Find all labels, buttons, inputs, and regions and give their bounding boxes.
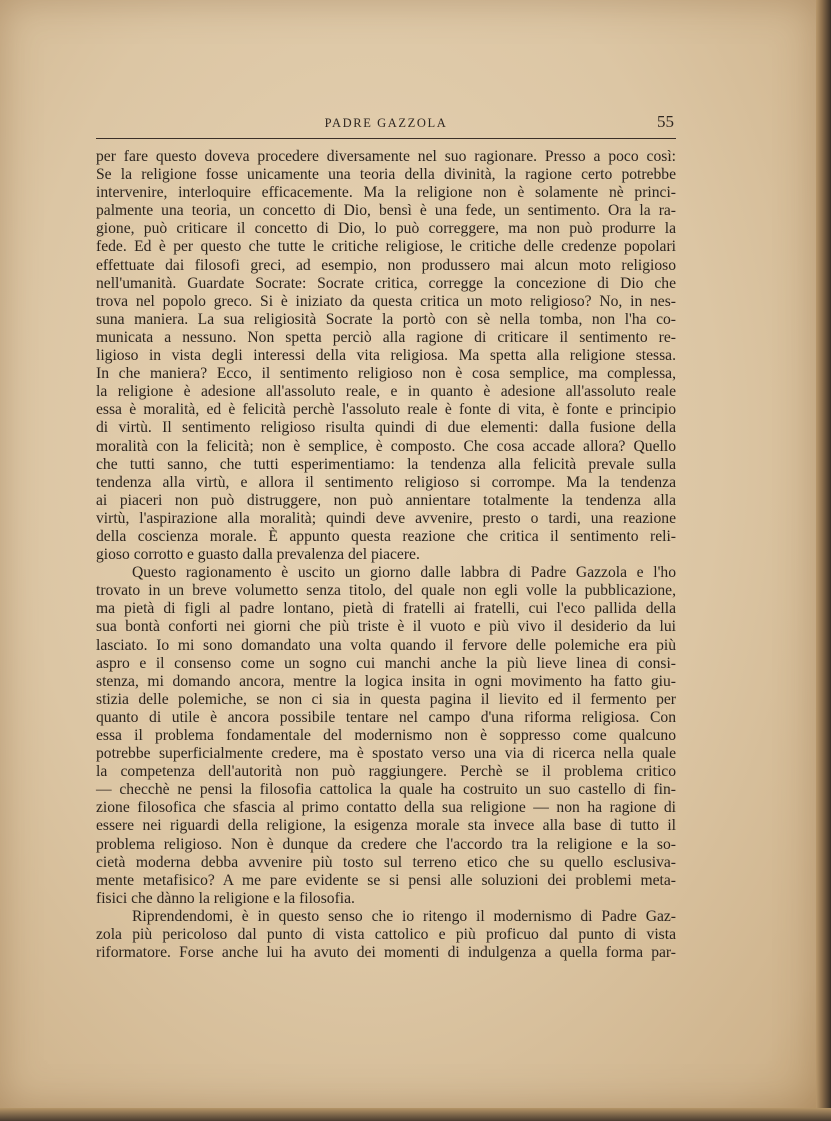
text-line: gioso corrotto e guasto dalla prevalenza del piacere. (96, 546, 420, 564)
text-line: la religione è adesione all'assoluto reale, e in quanto è adesione all'assoluto reale (96, 383, 676, 401)
text-line: virtù, l'aspirazione alla moralità; quindi deve avvenire, presto o tardi, una reazione (96, 509, 676, 527)
page-header (96, 112, 676, 139)
text-line: essa è moralità, ed è felicità perchè l'assoluto reale è fonte di vita, è fonte e principio (96, 401, 676, 419)
body-text (96, 148, 676, 962)
text-line: zola più pericoloso dal punto di vista cattolico e più proficuo dal punto di vista (96, 926, 676, 944)
text-line: ligioso in vista degli interessi della vita religiosa. Ma spetta alla religione stessa. (96, 347, 676, 365)
text-line: aspro e il consenso come un sogno cui manchi anche la più lieve linea di consi- (96, 654, 676, 672)
text-line: essa il problema fondamentale del modernismo non è soppresso come qualcuno (96, 727, 676, 744)
text-line: In che maniera? Ecco, il sentimento religioso non è cosa semplice, ma complessa, (96, 365, 676, 383)
text-line: problema religioso. Non è dunque da credere che l'accordo tra la religione e la so- (96, 835, 676, 853)
text-line: mente metafisico? A me pare evidente se si pensi alle soluzioni dei problemi meta- (96, 871, 676, 889)
text-line: tendenza alla virtù, e allora il sentimento religioso si corrompe. Ma la tendenza (96, 473, 676, 491)
text-line: della coscienza morale. È appunto questa reazione che critica il sentimento reli- (96, 527, 676, 545)
text-line: Se la religione fosse unicamente una teoria della divinità, la ragione certo potrebbe (96, 166, 676, 184)
text-line: sua bontà conforti nei giorni che più triste è il vuoto e più vivo il desiderio da lui (96, 618, 676, 636)
text-line: di virtù. Il sentimento religioso risulta quindi di due elementi: dalla fusione della (96, 419, 676, 437)
text-line: municata a nessuno. Non spetta perciò alla ragione di criticare il sentimento re- (96, 328, 676, 346)
text-line: che tutti sanno, che tutti esperimentiamo: la tendenza alla felicità prevale sulla (96, 455, 676, 473)
text-line: cietà moderna debba avvenire più tosto sul terreno etico che su quello esclusiva- (96, 853, 676, 871)
text-line: trovato in un breve volumetto senza titolo, del quale non egli volle la pubblicazione, (96, 582, 676, 600)
text-line: stizia delle polemiche, se non ci sia in questa pagina il lievito ed il fermento per (96, 690, 676, 708)
text-line: — checchè ne pensi la filosofia cattolica la quale ha costruito un suo castello di fin- (96, 781, 676, 799)
text-line: fisici che dànno la religione e la filosofia. (96, 889, 355, 907)
text-line: zione filosofica che sfascia al primo contatto della sua religione — non ha ragione di (96, 799, 676, 817)
text-line: lasciato. Io mi sono domandato una volta quando il fervore delle polemiche era più (96, 636, 676, 654)
text-line: essere nei riguardi della religione, la esigenza morale sta invece alla base di tutto il (96, 817, 676, 835)
page-bottom-edge (0, 1108, 831, 1121)
text-line: stenza, mi domando ancora, mentre la logica insita in ogni movimento ha fatto giu- (96, 672, 676, 690)
text-line: trova nel popolo greco. Si è iniziato da questa critica un moto religioso? No, in nes- (96, 292, 676, 310)
text-line: ma pietà di figli al padre lontano, pietà di fratelli ai fratelli, cui l'eco pallida della (96, 600, 676, 618)
text-line: la competenza dell'autorità non può raggiungere. Perchè se il problema critico (96, 763, 676, 781)
text-line: effettuate dai filosofi greci, ad esempio, non produssero mai alcun moto religioso (96, 256, 676, 274)
text-line: nell'umanità. Guardate Socrate: Socrate critica, corregge la concezione di Dio che (96, 274, 676, 292)
text-line: gione, può criticare il concetto di Dio, lo può correggere, ma non può produrre la (96, 220, 676, 238)
text-line: intervenire, interloquire efficacemente. Ma la religione non è solamente nè princi- (96, 184, 676, 202)
text-line: moralità con la felicità; non è semplice, è composto. Che cosa accade allora? Quello (96, 437, 676, 455)
text-line: Riprendendomi, è in questo senso che io ritengo il modernismo di Padre Gaz- (132, 907, 676, 925)
text-line: Questo ragionamento è uscito un giorno dalle labbra di Padre Gazzola e l'ho (132, 564, 676, 582)
page-number: 55 (657, 112, 674, 131)
text-line: fede. Ed è per questo che tutte le critiche religiose, le critiche delle credenze popolari (96, 238, 676, 256)
text-line: ai piaceri non può distruggere, non può annientare totalmente la tendenza alla (96, 491, 676, 509)
text-line: per fare questo doveva procedere diversamente nel suo ragionare. Presso a poco così: (96, 148, 676, 165)
text-line: quanto di utile è ancora possibile tentare nel campo d'una riforma religiosa. Con (96, 708, 676, 726)
text-line: potrebbe superficialmente credere, ma è spostato verso una via di ricerca nella quale (96, 745, 676, 763)
running-title: PADRE GAZZOLA (324, 116, 448, 130)
page-edge (816, 0, 831, 1121)
text-line: riformatore. Forse anche lui ha avuto dei momenti di indulgenza a quella forma par- (96, 944, 676, 962)
text-line: suna maniera. La sua religiosità Socrate la portò con sè nella tomba, non l'ha co- (96, 310, 676, 328)
text-line: palmente una teoria, un concetto di Dio, bensì è una fede, un sentimento. Ora la ra- (96, 202, 676, 220)
